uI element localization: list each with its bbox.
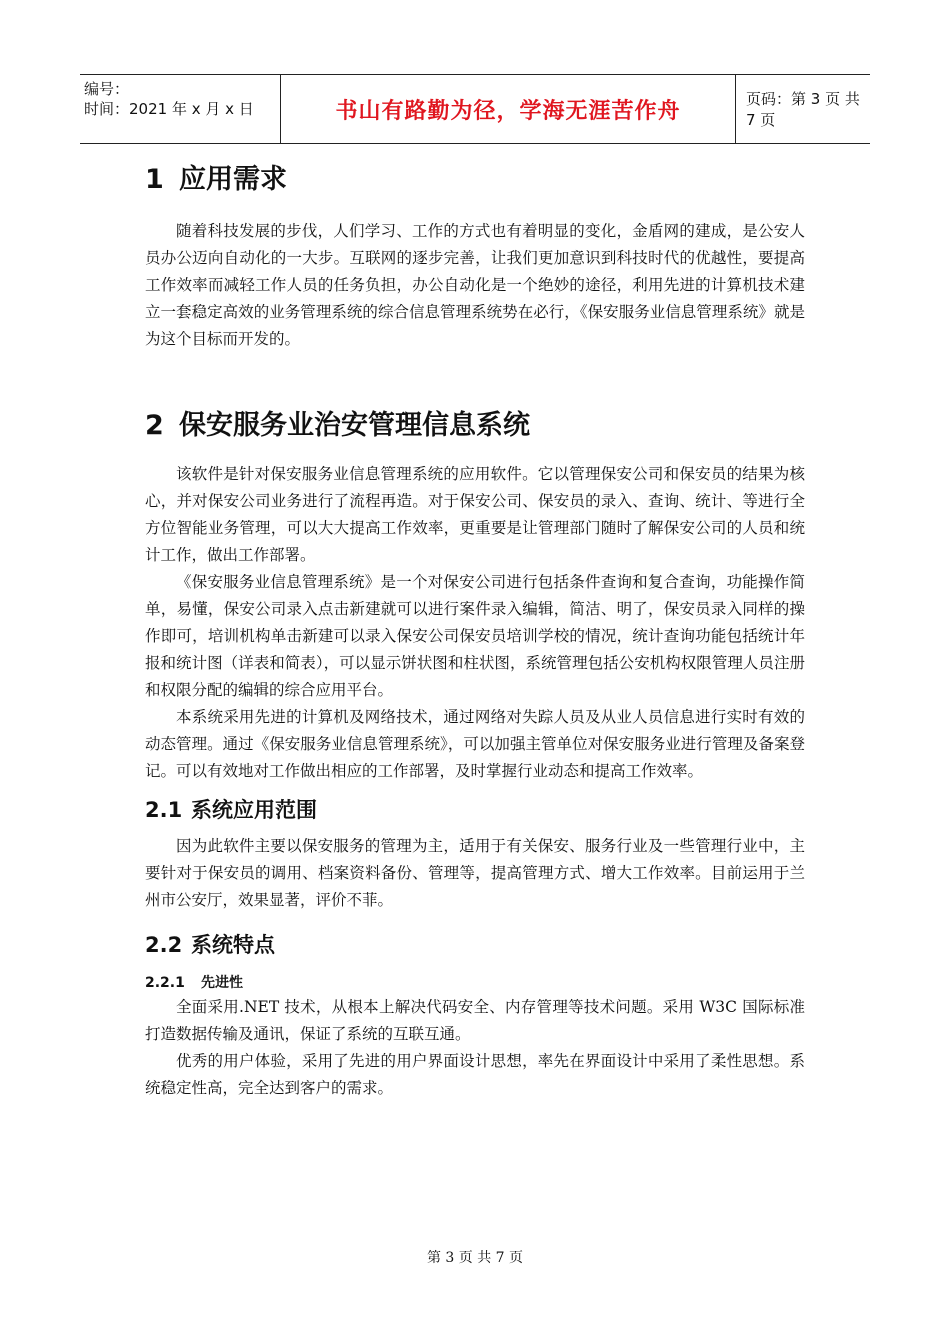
- heading-title: 先进性: [201, 975, 243, 991]
- page-code: 页码：第 3 页 共 7 页: [746, 90, 860, 129]
- heading-title: 系统应用范围: [191, 798, 317, 822]
- paragraph: 随着科技发展的步伐，人们学习、工作的方式也有着明显的变化，金盾网的建成，是公安人员办公迈向自动化的一大步。互联网的逐步完善，让我们更加意识到科技时代的优越性，要提高工作效率而减轻工作人员的任务负担，办公自动化是一个绝妙的途径，利用先进的计算机技术建立一套稳定高效的业务管理系统的综合信息管理系统势在必行，《保安服务业信息管理系统》就是为这个目标而开发的。: [145, 222, 805, 348]
- heading-number: 2: [145, 410, 164, 441]
- heading-1: [145, 160, 805, 200]
- heading-2-1: [145, 795, 805, 825]
- number-label: 编号：: [84, 80, 130, 98]
- paragraph: 因为此软件主要以保安服务的管理为主，适用于有关保安、服务行业及一些管理行业中，主要针对于保安员的调用、档案资料备份、管理等，提高管理方式、增大工作效率。目前运用于兰州市公安厅，效果显著，评价不菲。: [145, 837, 805, 909]
- heading-number: 2.1: [145, 798, 183, 822]
- header-motto-cell: [280, 75, 736, 143]
- heading-2-2: [145, 930, 805, 960]
- paragraph: 该软件是针对保安服务业信息管理系统的应用软件。它以管理保安公司和保安员的结果为核心，并对保安公司业务进行了流程再造。对于保安公司、保安员的录入、查询、统计、等进行全方位智能业务管理，可以大大提高工作效率，更重要是让管理部门随时了解保安公司的人员和统计工作，做出工作部署。: [145, 465, 805, 564]
- time-label: 时间：2021 年 x 月 x 日: [84, 100, 254, 118]
- heading-number: 2.2.1: [145, 975, 185, 991]
- heading-title: 应用需求: [179, 164, 287, 195]
- document-body: [145, 160, 805, 1102]
- paragraph: 本系统采用先进的计算机及网络技术，通过网络对失踪人员及从业人员信息进行实时有效的动态管理。通过《保安服务业信息管理系统》，可以加强主管单位对保安服务业进行管理及备案登记。可以有效地对工作做出相应的工作部署，及时掌握行业动态和提高工作效率。: [145, 708, 805, 780]
- heading-number: 1: [145, 164, 164, 195]
- page-footer: 第 3 页 共 7 页: [426, 1250, 524, 1266]
- paragraph: 全面采用.NET 技术，从根本上解决代码安全、内存管理等技术问题。采用 W3C 国际标准打造数据传输及通讯，保证了系统的互联互通。: [145, 998, 805, 1043]
- heading-number: 2.2: [145, 933, 183, 957]
- header-page-code-cell: [736, 75, 870, 143]
- paragraph: 《保安服务业信息管理系统》是一个对保安公司进行包括条件查询和复合查询，功能操作简单，易懂，保安公司录入点击新建就可以进行案件录入编辑，简洁、明了，保安员录入同样的操作即可，培训机构单击新建可以录入保安公司保安员培训学校的情况，统计查询功能包括统计年报和统计图（详表和简表），可以显示饼状图和柱状图，系统管理包括公安机构权限管理人员注册和权限分配的编辑的综合应用平台。: [145, 573, 805, 699]
- paragraph: 优秀的用户体验，采用了先进的用户界面设计思想，率先在界面设计中采用了柔性思想。系统稳定性高，完全达到客户的需求。: [145, 1052, 805, 1097]
- page-header: [80, 74, 870, 144]
- heading-title: 系统特点: [191, 933, 275, 957]
- heading-title: 保安服务业治安管理信息系统: [179, 410, 530, 441]
- heading-2-2-1: [145, 972, 805, 994]
- heading-2: [145, 406, 805, 446]
- motto: 书山有路勤为径，学海无涯苦作舟: [335, 98, 681, 124]
- header-meta: [80, 75, 280, 143]
